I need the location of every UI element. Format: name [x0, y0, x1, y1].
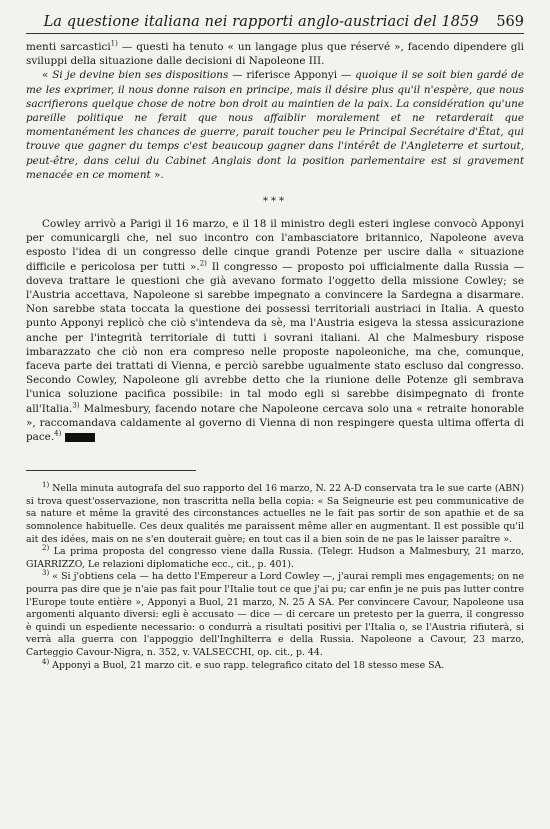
footnote-3: $^{3)}$ « Si j'obtiens cela — ha detto l'Empereur a Lord Cowley —, j'aurai rempli mes engagements; on ne pourra pas dire que je n'aie pas fait pour l'Italie tout ce que j'ai pu; car enfin je ne puis pas lutter contre l'Europe toute entière », Apponyi a Buol, 21 marzo, N. 25 A SA. Per convincere Cavour, Napoleone usa argomenti alquanto diversi: egli è accusato — dice — di cercare un pretesto per la guerra, il congresso è quindi un espediente necessario: o condurrà a risultati positivi per l'Italia o, se l'Austria rifiuterà, si verrà alla guerra con l'appoggio dell'Inghilterra e della Russia. Napoleone a Cavour, 23 marzo, Carteggio Cavour-Nigra, n. 352, v. VALSECCHI, op. cit., p. 44. [26, 569, 524, 658]
footnote-ref-3[interactable]: 3) [72, 401, 80, 410]
section-separator: *** [263, 196, 287, 208]
redaction-mark [65, 433, 95, 442]
paragraph-1: menti sarcastici$^{1)}$ — questi ha tenuto « un langage plus que réservé », facendo dipendere gli sviluppi della situazione dalle decisioni di Napoleone III. [26, 39, 525, 68]
running-header [26, 14, 524, 34]
footnote-ref-1[interactable]: 1) [110, 39, 118, 48]
quote-paragraph: « Si je devine bien ses dispositions — riferisce Apponyi — quoique il se soit bien gardé de me les exprimer, il nous donne raison en principe, mais il désire plus qu'il n'espère, que nous sacrifierons quelque chose de notre bon droit au maintien de la paix. La considération qu'une pareille politique ne ferait que nous affaiblir moralement et ne retarderait que momentanément les chances de guerre, parait toucher peu le Principal Secrétaire d'État, qui trouve que gagner du temps c'est beaucoup gagner dans l'intérêt de l'Angleterre et surtout, peut-être, dans celui du Cabinet Anglais dont la position parlementaire est si gravement menacée en ce moment ». [26, 69, 524, 181]
page-number: 569 [496, 14, 524, 30]
running-title: La questione italiana nei rapporti anglo-austriaci del 1859 [43, 14, 479, 30]
footnote-ref-4[interactable]: 4) [54, 429, 62, 438]
footnote-divider [26, 470, 196, 471]
footnote-1: $^{1)}$ Nella minuta autografa del suo rapporto del 16 marzo, N. 22 A-D conservata tra le sue carte (ABN) si trova quest'osservazione, non trascritta nella bella copia: « Sa Seigneurie est peu communicative de sa nature et même la gravité des circonstances actuelles ne le fait pas sortir de son apathie et de sa somnolence habituelle. Ces deux qualités me paraissent même aller en augmentant. Il est possible qu'il ait des idées, mais on ne s'en douterait guère; en tout cas il a bien soin de ne pas le laisser paraître ». [26, 481, 524, 545]
footnotes [26, 483, 524, 672]
paragraph-2: Cowley arrivò a Parigi il 16 marzo, e il 18 il ministro degli esteri inglese convocò Apponyi per comunicargli che, nel suo incontro con l'ambasciatore britannico, Napoleone aveva esposto l'idea di un congresso delle cinque grandi Potenze per uscire dalla « situazione difficile e pericolosa per tutti ».$^{2)}$ Il congresso — proposto poi ufficialmente dalla Russia — doveva trattare le questioni che già avevano formato l'oggetto della missione Cowley; se l'Austria accettava, Napoleone si sarebbe impegnato a convincere la Sardegna a disarmare. Non sarebbe stata toccata la questione dei possessi territoriali austriaci in Italia. A questo punto Apponyi replicò che ciò s'intendeva da sè, ma l'Austria esigeva la stessa assicurazione anche per l'integrità territoriale di tutti i sovrani italiani. Al che Malmesbury rispose imbarazzato che ciò non era compreso nelle proposte napoleoniche, ma che, comunque, faceva parte dei trattati di Vienna, e perciò sarebbe ugualmente stato escluso dal congresso. Secondo Cowley, Napoleone gli avrebbe detto che la riunione delle Potenze gli sembrava l'unica soluzione pacifica possibile: in tal modo egli si sarebbe disimpegnato di fronte all'Italia.$^{3)}$ Malmesbury, facendo notare che Napoleone cercava solo una « retraite honorable », raccomandava caldamente al governo di Vienna di non respingere questa ultima offerta di pace.$^{4)}$ [26, 218, 524, 444]
footnote-ref-2[interactable]: 2) [199, 259, 207, 268]
footnote-4: $^{4)}$ Apponyi a Buol, 21 marzo cit. e suo rapp. telegrafico citato del 18 stesso mese SA. [42, 657, 445, 671]
footnote-2: $^{2)}$ La prima proposta del congresso viene dalla Russia. (Telegr. Hudson a Malmesbury, 21 marzo, GIARRIZZO, Le relazioni diplomatiche ecc., cit., p. 401). [26, 544, 524, 570]
